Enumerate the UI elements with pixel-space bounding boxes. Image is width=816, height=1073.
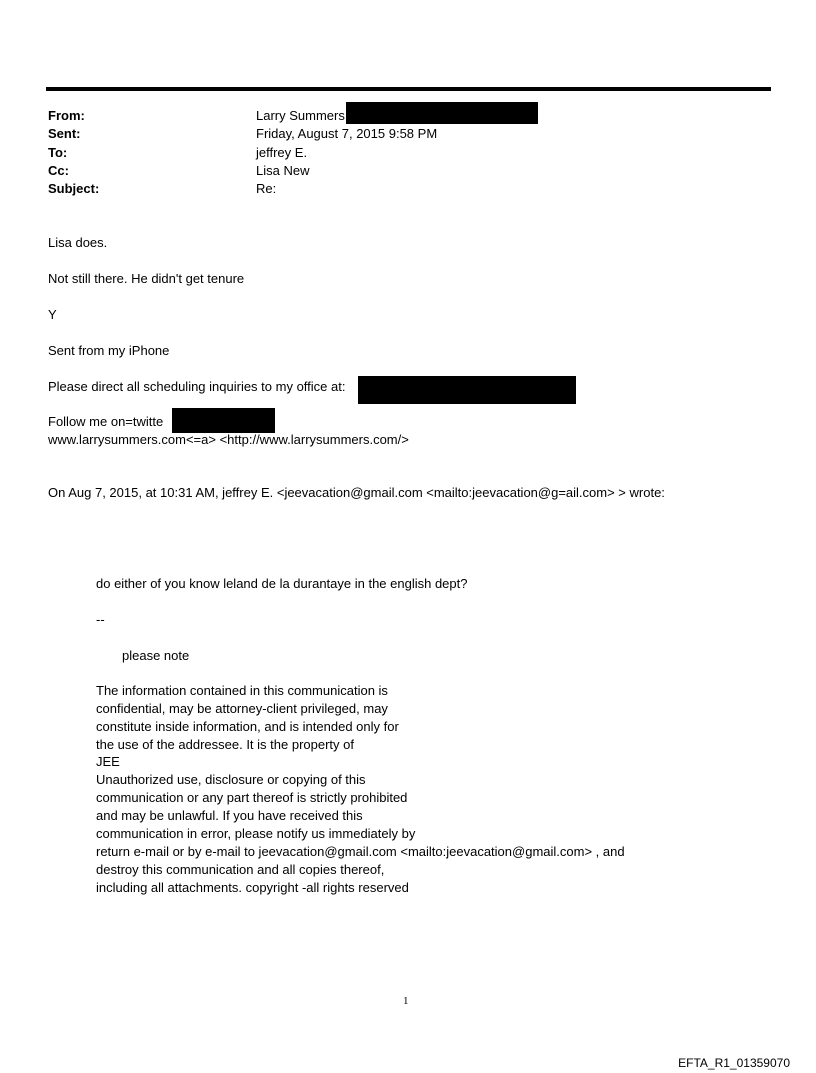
redaction-box [172, 408, 275, 433]
disclaimer-line: return e-mail or by e-mail to jeevacation@gmail.com <mailto:jeevacation@gmail.com> , and [96, 844, 625, 859]
quote-intro: On Aug 7, 2015, at 10:31 AM, jeffrey E. <jeevacation@gmail.com <mailto:jeevacation@g=ail.com> > wrote: [48, 485, 665, 500]
disclaimer-line: constitute inside information, and is intended only for [96, 719, 399, 734]
header-divider [46, 87, 771, 91]
disclaimer-line: including all attachments. copyright -all rights reserved [96, 880, 409, 895]
to-label: To: [48, 145, 68, 160]
quoted-question: do either of you know leland de la durantaye in the english dept? [96, 576, 468, 591]
disclaimer-line: destroy this communication and all copies thereof, [96, 862, 385, 877]
from-label: From: [48, 108, 85, 123]
scheduling-line: Please direct all scheduling inquiries to my office at: [48, 379, 346, 394]
signature-separator: -- [96, 612, 105, 627]
sent-label: Sent: [48, 126, 81, 141]
twitter-line: Follow me on=twitte [48, 414, 164, 429]
disclaimer-line: communication or any part thereof is strictly prohibited [96, 790, 408, 805]
body-line: Lisa does. [48, 235, 108, 250]
page-number: 1 [403, 995, 409, 1007]
disclaimer-line: Unauthorized use, disclosure or copying of this [96, 772, 366, 787]
disclaimer-line: communication in error, please notify us immediately by [96, 826, 416, 841]
cc-value: Lisa New [256, 163, 310, 178]
body-line: Not still there. He didn't get tenure [48, 271, 245, 286]
disclaimer-line: JEE [96, 754, 120, 769]
from-value: Larry Summers [256, 108, 345, 123]
sent-value: Friday, August 7, 2015 9:58 PM [256, 126, 438, 141]
disclaimer-line: confidential, may be attorney-client privileged, may [96, 701, 388, 716]
bates-number: EFTA_R1_01359070 [678, 1056, 790, 1070]
redaction-box [358, 376, 576, 404]
cc-label: Cc: [48, 163, 69, 178]
body-line: Sent from my iPhone [48, 343, 170, 358]
subject-label: Subject: [48, 181, 100, 196]
subject-value: Re: [256, 181, 277, 196]
body-line: Y [48, 307, 57, 322]
disclaimer-line: the use of the addressee. It is the property of [96, 737, 354, 752]
please-note: please note [122, 648, 190, 663]
website-line: www.larrysummers.com<=a> <http://www.larrysummers.com/> [48, 432, 409, 447]
disclaimer-line: and may be unlawful. If you have received this [96, 808, 363, 823]
redaction-box [346, 102, 538, 124]
to-value: jeffrey E. [256, 145, 308, 160]
disclaimer-line: The information contained in this communication is [96, 683, 388, 698]
